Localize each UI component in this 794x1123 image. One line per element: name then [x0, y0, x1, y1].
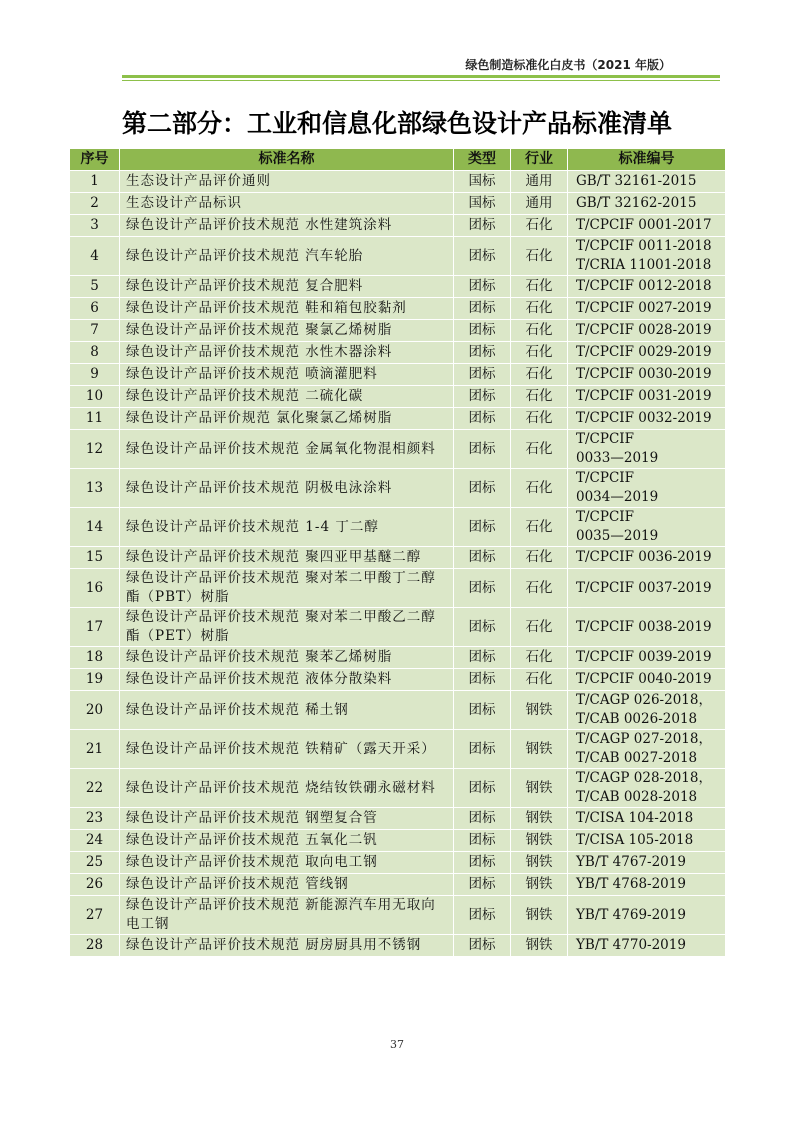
standards-table: [69, 148, 726, 957]
cell-code: T/CISA 104-2018: [568, 808, 726, 830]
cell-code: T/CPCIF 0036-2019: [568, 547, 726, 569]
table-row: [70, 830, 726, 852]
cell-code: YB/T 4768-2019: [568, 874, 726, 896]
cell-no: 3: [70, 215, 120, 237]
cell-code: T/CPCIF 0038-2019: [568, 608, 726, 647]
cell-no: 19: [70, 669, 120, 691]
cell-no: 23: [70, 808, 120, 830]
cell-industry: 石化: [511, 469, 568, 508]
table-header-row: [70, 149, 726, 171]
cell-industry: 石化: [511, 647, 568, 669]
column-header-industry: 行业: [511, 149, 568, 171]
cell-code: T/CAGP 027-2018， T/CAB 0027-2018: [568, 730, 726, 769]
cell-name: 绿色设计产品评价规范 氯化聚氯乙烯树脂: [120, 408, 454, 430]
cell-no: 12: [70, 430, 120, 469]
column-header-type: 类型: [454, 149, 511, 171]
cell-code: T/CPCIF 0033—2019: [568, 430, 726, 469]
cell-name: 绿色设计产品评价技术规范 二硫化碳: [120, 386, 454, 408]
cell-name: 生态设计产品评价通则: [120, 171, 454, 193]
cell-no: 27: [70, 896, 120, 935]
cell-industry: 通用: [511, 193, 568, 215]
cell-industry: 石化: [511, 298, 568, 320]
table-row: [70, 469, 726, 508]
cell-no: 10: [70, 386, 120, 408]
cell-no: 25: [70, 852, 120, 874]
table-row: [70, 386, 726, 408]
cell-industry: 石化: [511, 342, 568, 364]
cell-type: 团标: [454, 935, 511, 957]
cell-code: T/CPCIF 0034—2019: [568, 469, 726, 508]
cell-industry: 石化: [511, 215, 568, 237]
cell-type: 团标: [454, 237, 511, 276]
cell-name: 绿色设计产品评价技术规范 新能源汽车用无取向电工钢: [120, 896, 454, 935]
cell-type: 团标: [454, 647, 511, 669]
cell-type: 团标: [454, 608, 511, 647]
cell-no: 2: [70, 193, 120, 215]
cell-name: 绿色设计产品评价技术规范 管线钢: [120, 874, 454, 896]
table-row: [70, 320, 726, 342]
cell-type: 团标: [454, 276, 511, 298]
cell-no: 15: [70, 547, 120, 569]
cell-code: T/CPCIF 0027-2019: [568, 298, 726, 320]
cell-type: 团标: [454, 852, 511, 874]
cell-type: 团标: [454, 508, 511, 547]
cell-name: 绿色设计产品评价技术规范 金属氧化物混相颜料: [120, 430, 454, 469]
cell-code: T/CAGP 028-2018， T/CAB 0028-2018: [568, 769, 726, 808]
cell-industry: 石化: [511, 386, 568, 408]
cell-no: 14: [70, 508, 120, 547]
cell-no: 1: [70, 171, 120, 193]
cell-industry: 石化: [511, 408, 568, 430]
cell-name: 绿色设计产品评价技术规范 阴极电泳涂料: [120, 469, 454, 508]
cell-no: 4: [70, 237, 120, 276]
cell-type: 团标: [454, 669, 511, 691]
table-row: [70, 896, 726, 935]
cell-industry: 钢铁: [511, 730, 568, 769]
cell-name: 绿色设计产品评价技术规范 烧结钕铁硼永磁材料: [120, 769, 454, 808]
table-row: [70, 215, 726, 237]
page-title: 第二部分：工业和信息化部绿色设计产品标准清单: [121, 109, 672, 138]
cell-no: 28: [70, 935, 120, 957]
cell-code: T/CPCIF 0030-2019: [568, 364, 726, 386]
cell-code: T/CPCIF 0040-2019: [568, 669, 726, 691]
cell-type: 团标: [454, 547, 511, 569]
table-row: [70, 430, 726, 469]
cell-code: T/CPCIF 0011-2018 T/CRIA 11001-2018: [568, 237, 726, 276]
cell-type: 团标: [454, 386, 511, 408]
cell-industry: 石化: [511, 430, 568, 469]
cell-industry: 石化: [511, 276, 568, 298]
cell-type: 团标: [454, 469, 511, 508]
cell-type: 团标: [454, 215, 511, 237]
cell-code: T/CPCIF 0012-2018: [568, 276, 726, 298]
cell-name: 绿色设计产品评价技术规范 喷滴灌肥料: [120, 364, 454, 386]
cell-no: 7: [70, 320, 120, 342]
cell-type: 团标: [454, 342, 511, 364]
cell-no: 5: [70, 276, 120, 298]
cell-type: 团标: [454, 364, 511, 386]
cell-type: 团标: [454, 830, 511, 852]
page-number: 37: [390, 1038, 404, 1051]
cell-industry: 钢铁: [511, 852, 568, 874]
table-row: [70, 193, 726, 215]
table-row: [70, 569, 726, 608]
cell-industry: 石化: [511, 569, 568, 608]
table-row: [70, 364, 726, 386]
cell-no: 11: [70, 408, 120, 430]
cell-industry: 通用: [511, 171, 568, 193]
table-row: [70, 342, 726, 364]
cell-industry: 石化: [511, 669, 568, 691]
table-row: [70, 935, 726, 957]
table-row: [70, 237, 726, 276]
cell-industry: 石化: [511, 364, 568, 386]
cell-name: 绿色设计产品评价技术规范 聚氯乙烯树脂: [120, 320, 454, 342]
table-row: [70, 171, 726, 193]
cell-name: 绿色设计产品评价技术规范 聚苯乙烯树脂: [120, 647, 454, 669]
cell-type: 团标: [454, 408, 511, 430]
cell-industry: 石化: [511, 608, 568, 647]
cell-no: 26: [70, 874, 120, 896]
cell-code: T/CPCIF 0035—2019: [568, 508, 726, 547]
cell-type: 团标: [454, 691, 511, 730]
cell-no: 6: [70, 298, 120, 320]
cell-type: 团标: [454, 769, 511, 808]
cell-name: 绿色设计产品评价技术规范 聚对苯二甲酸丁二醇酯（PBT）树脂: [120, 569, 454, 608]
cell-name: 绿色设计产品评价技术规范 稀土钢: [120, 691, 454, 730]
table-row: [70, 298, 726, 320]
table-body: [70, 171, 726, 957]
cell-industry: 钢铁: [511, 830, 568, 852]
cell-industry: 石化: [511, 237, 568, 276]
cell-industry: 钢铁: [511, 935, 568, 957]
cell-no: 18: [70, 647, 120, 669]
column-header-code: 标准编号: [568, 149, 726, 171]
cell-code: YB/T 4770-2019: [568, 935, 726, 957]
table-row: [70, 408, 726, 430]
cell-name: 绿色设计产品评价技术规范 聚四亚甲基醚二醇: [120, 547, 454, 569]
cell-code: T/CPCIF 0001-2017: [568, 215, 726, 237]
cell-industry: 石化: [511, 547, 568, 569]
cell-name: 绿色设计产品评价技术规范 鞋和箱包胶黏剂: [120, 298, 454, 320]
cell-type: 团标: [454, 808, 511, 830]
cell-type: 国标: [454, 171, 511, 193]
cell-industry: 钢铁: [511, 896, 568, 935]
cell-no: 22: [70, 769, 120, 808]
cell-code: T/CPCIF 0032-2019: [568, 408, 726, 430]
cell-code: T/CPCIF 0037-2019: [568, 569, 726, 608]
cell-code: T/CPCIF 0039-2019: [568, 647, 726, 669]
cell-name: 绿色设计产品评价技术规范 钢塑复合管: [120, 808, 454, 830]
table-row: [70, 730, 726, 769]
cell-industry: 钢铁: [511, 769, 568, 808]
table-row: [70, 647, 726, 669]
cell-code: GB/T 32161-2015: [568, 171, 726, 193]
cell-type: 团标: [454, 298, 511, 320]
cell-type: 团标: [454, 730, 511, 769]
cell-no: 16: [70, 569, 120, 608]
cell-industry: 钢铁: [511, 808, 568, 830]
table-row: [70, 547, 726, 569]
cell-name: 绿色设计产品评价技术规范 汽车轮胎: [120, 237, 454, 276]
table-row: [70, 691, 726, 730]
header-rule: [122, 75, 720, 78]
cell-code: T/CISA 105-2018: [568, 830, 726, 852]
cell-no: 9: [70, 364, 120, 386]
cell-code: GB/T 32162-2015: [568, 193, 726, 215]
cell-name: 绿色设计产品评价技术规范 取向电工钢: [120, 852, 454, 874]
cell-type: 团标: [454, 430, 511, 469]
cell-industry: 钢铁: [511, 874, 568, 896]
table-row: [70, 508, 726, 547]
cell-type: 团标: [454, 569, 511, 608]
table-row: [70, 852, 726, 874]
cell-type: 团标: [454, 320, 511, 342]
cell-name: 绿色设计产品评价技术规范 厨房厨具用不锈钢: [120, 935, 454, 957]
cell-industry: 钢铁: [511, 691, 568, 730]
cell-no: 24: [70, 830, 120, 852]
cell-no: 8: [70, 342, 120, 364]
table-row: [70, 669, 726, 691]
cell-name: 绿色设计产品评价技术规范 复合肥料: [120, 276, 454, 298]
cell-type: 国标: [454, 193, 511, 215]
cell-industry: 石化: [511, 320, 568, 342]
table-row: [70, 808, 726, 830]
cell-name: 绿色设计产品评价技术规范 液体分散染料: [120, 669, 454, 691]
cell-code: YB/T 4767-2019: [568, 852, 726, 874]
header-rule-thin: [122, 80, 720, 81]
cell-name: 生态设计产品标识: [120, 193, 454, 215]
cell-no: 21: [70, 730, 120, 769]
column-header-no: 序号: [70, 149, 120, 171]
cell-name: 绿色设计产品评价技术规范 水性建筑涂料: [120, 215, 454, 237]
cell-code: YB/T 4769-2019: [568, 896, 726, 935]
table-row: [70, 276, 726, 298]
cell-type: 团标: [454, 896, 511, 935]
cell-name: 绿色设计产品评价技术规范 聚对苯二甲酸乙二醇酯（PET）树脂: [120, 608, 454, 647]
table-row: [70, 608, 726, 647]
cell-name: 绿色设计产品评价技术规范 1-4 丁二醇: [120, 508, 454, 547]
cell-industry: 石化: [511, 508, 568, 547]
table-row: [70, 874, 726, 896]
column-header-name: 标准名称: [120, 149, 454, 171]
cell-type: 团标: [454, 874, 511, 896]
cell-code: T/CPCIF 0031-2019: [568, 386, 726, 408]
cell-name: 绿色设计产品评价技术规范 五氧化二钒: [120, 830, 454, 852]
cell-no: 20: [70, 691, 120, 730]
cell-name: 绿色设计产品评价技术规范 水性木器涂料: [120, 342, 454, 364]
cell-no: 17: [70, 608, 120, 647]
cell-name: 绿色设计产品评价技术规范 铁精矿（露天开采）: [120, 730, 454, 769]
cell-no: 13: [70, 469, 120, 508]
running-header: 绿色制造标准化白皮书（2021 年版）: [465, 58, 671, 72]
table-row: [70, 769, 726, 808]
cell-code: T/CPCIF 0029-2019: [568, 342, 726, 364]
cell-code: T/CPCIF 0028-2019: [568, 320, 726, 342]
cell-code: T/CAGP 026-2018， T/CAB 0026-2018: [568, 691, 726, 730]
